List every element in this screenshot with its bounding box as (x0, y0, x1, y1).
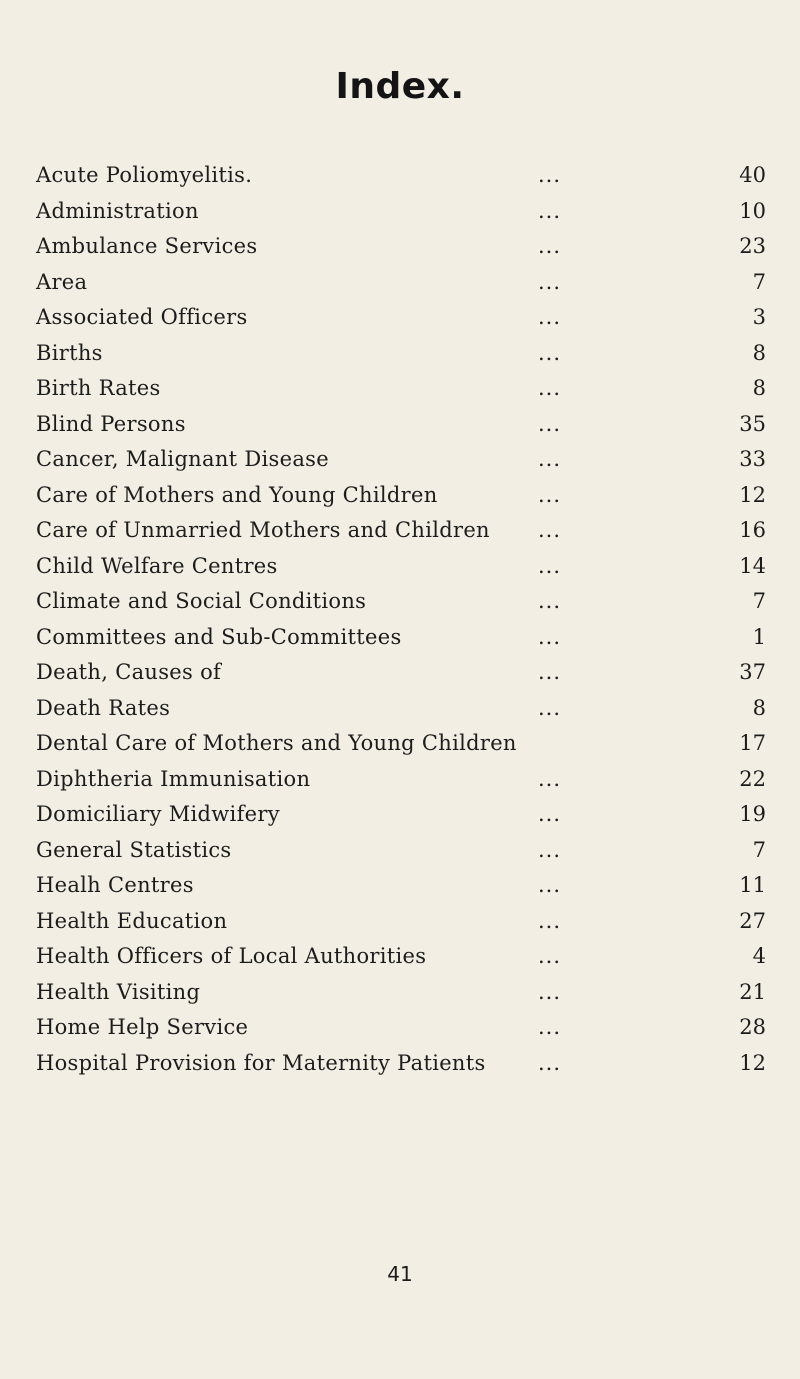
entry-page-number: 22 (739, 766, 766, 791)
index-entry (0, 336, 800, 372)
entry-label: Birth Rates (36, 376, 161, 400)
index-entry (0, 513, 800, 549)
entry-page-number: 37 (739, 660, 766, 684)
index-entry (0, 620, 800, 656)
entry-page-number: 12 (739, 1050, 766, 1075)
index-entry (0, 478, 800, 514)
entry-leader-dots: ... (538, 766, 562, 791)
entry-page-number: 40 (739, 163, 766, 187)
entry-label: Associated Officers (36, 305, 248, 329)
entry-label: Area (36, 269, 88, 294)
entry-page-number: 33 (739, 447, 766, 471)
entry-label: Home Help Service (36, 1015, 249, 1039)
entry-label: Acute Poliomyelitis. (36, 163, 253, 187)
index-entry (0, 762, 800, 798)
entry-page-number: 7 (752, 837, 766, 862)
entry-leader-dots: ... (538, 411, 562, 436)
entry-label: Domiciliary Midwifery (36, 802, 280, 826)
index-entry (0, 229, 800, 265)
index-entry (0, 1046, 800, 1082)
entry-page-number: 23 (739, 234, 766, 258)
entry-leader-dots: ... (538, 269, 562, 294)
entry-page-number: 11 (739, 873, 766, 897)
index-entry (0, 1010, 800, 1046)
entry-page-number: 19 (739, 802, 766, 826)
page-title: Index. (335, 66, 465, 107)
entry-leader-dots: ... (538, 589, 562, 613)
index-entry (0, 442, 800, 478)
index-entry (0, 726, 800, 762)
entry-page-number: 27 (739, 908, 766, 933)
entry-label: Committees and Sub-Committees (36, 624, 402, 649)
entry-label: Care of Mothers and Young Children (36, 482, 438, 507)
entry-page-number: 8 (752, 376, 766, 400)
index-entry (0, 655, 800, 691)
index-entry (0, 549, 800, 585)
entry-label: Health Officers of Local Authorities (36, 944, 427, 968)
index-entry (0, 407, 800, 443)
entry-leader-dots: ... (538, 234, 562, 258)
entry-leader-dots: ... (538, 198, 562, 223)
index-entry (0, 833, 800, 869)
entry-page-number: 7 (752, 269, 766, 294)
entry-leader-dots: ... (538, 837, 562, 862)
entry-leader-dots: ... (538, 447, 562, 471)
entry-leader-dots: ... (538, 979, 562, 1004)
index-entry (0, 194, 800, 230)
entry-label: Cancer, Malignant Disease (36, 447, 329, 471)
entry-page-number: 12 (739, 482, 766, 507)
entry-label: Health Visiting (36, 979, 201, 1004)
index-entry (0, 158, 800, 194)
entry-leader-dots: ... (538, 1015, 562, 1039)
entry-page-number: 3 (752, 305, 766, 329)
entry-leader-dots: ... (538, 518, 562, 542)
entry-label: Dental Care of Mothers and Young Children (36, 731, 517, 755)
index-entry (0, 939, 800, 975)
index-entry (0, 584, 800, 620)
index-entry (0, 371, 800, 407)
entry-label: General Statistics (36, 837, 232, 862)
entry-label: Healh Centres (36, 873, 194, 897)
entry-leader-dots: ... (538, 802, 562, 826)
entry-page-number: 16 (739, 518, 766, 542)
entry-leader-dots: ... (538, 163, 562, 187)
entry-page-number: 21 (739, 979, 766, 1004)
entry-leader-dots: ... (538, 1050, 562, 1075)
entry-leader-dots: ... (538, 553, 562, 578)
index-entry (0, 975, 800, 1011)
entry-label: Health Education (36, 908, 228, 933)
entry-page-number: 7 (752, 589, 766, 613)
entry-label: Ambulance Services (36, 234, 258, 258)
entry-page-number: 17 (739, 731, 766, 755)
index-entry (0, 797, 800, 833)
index-list (0, 158, 800, 1081)
entry-leader-dots: ... (538, 944, 562, 968)
entry-page-number: 8 (752, 340, 766, 365)
entry-leader-dots: ... (538, 660, 562, 684)
entry-leader-dots: ... (538, 340, 562, 365)
entry-page-number: 14 (739, 553, 766, 578)
entry-label: Care of Unmarried Mothers and Children (36, 518, 490, 542)
entry-leader-dots: ... (538, 624, 562, 649)
entry-label: Death Rates (36, 695, 171, 720)
index-entry (0, 300, 800, 336)
entry-leader-dots: ... (538, 873, 562, 897)
entry-label: Administration (36, 198, 199, 223)
entry-leader-dots: ... (538, 695, 562, 720)
entry-page-number: 28 (739, 1015, 766, 1039)
entry-leader-dots: ... (538, 908, 562, 933)
entry-page-number: 10 (739, 198, 766, 223)
entry-leader-dots: ... (538, 305, 562, 329)
entry-leader-dots: ... (538, 482, 562, 507)
entry-page-number: 1 (752, 624, 766, 649)
index-entry (0, 691, 800, 727)
entry-page-number: 35 (739, 411, 766, 436)
entry-page-number: 4 (752, 944, 766, 968)
index-entry (0, 265, 800, 301)
entry-label: Child Welfare Centres (36, 553, 278, 578)
entry-label: Births (36, 340, 103, 365)
index-entry (0, 868, 800, 904)
index-entry (0, 904, 800, 940)
entry-label: Hospital Provision for Maternity Patients (36, 1050, 486, 1075)
entry-leader-dots: ... (538, 376, 562, 400)
entry-label: Diphtheria Immunisation (36, 766, 311, 791)
entry-page-number: 8 (752, 695, 766, 720)
page-number: 41 (387, 1262, 413, 1286)
entry-label: Blind Persons (36, 411, 186, 436)
entry-label: Climate and Social Conditions (36, 589, 367, 613)
entry-label: Death, Causes of (36, 660, 222, 684)
